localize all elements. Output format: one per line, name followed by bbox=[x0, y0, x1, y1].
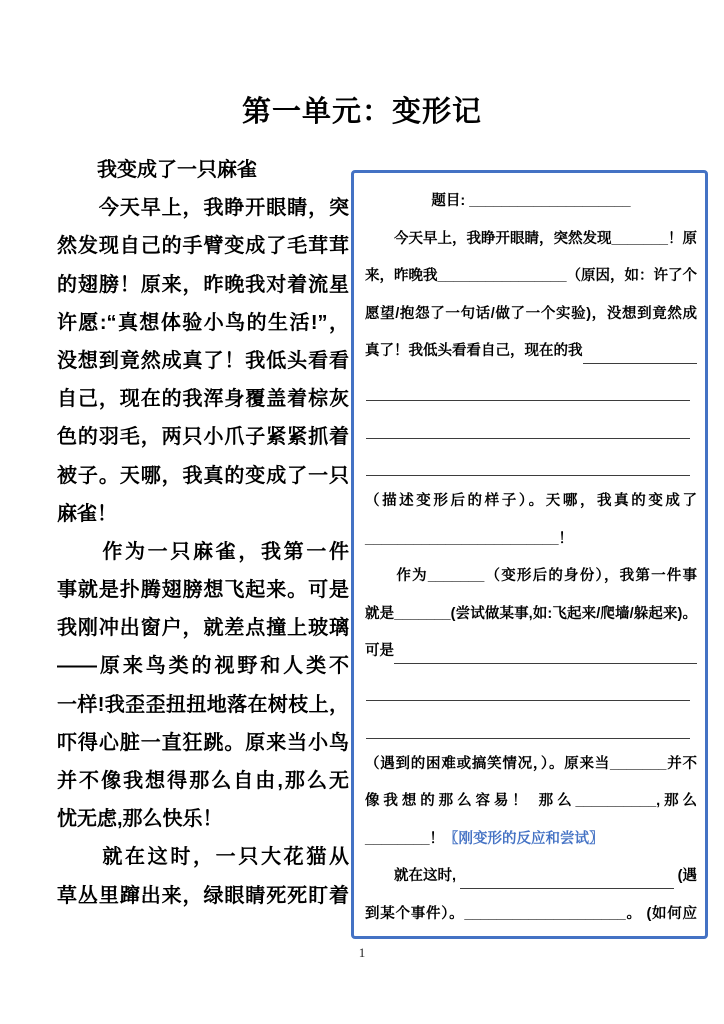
text-segment: 事就是扑腾翅膀想飞起来。可是 bbox=[57, 579, 349, 602]
text-segment: 像我想的那么容易！ 那么__________,那么 bbox=[365, 793, 697, 809]
text-segment: 愿望/抱怨了一句话/做了一个实验)，没想到竟然成 bbox=[365, 305, 697, 322]
text-segment: 今天早上，我睁开眼睛，突 bbox=[57, 197, 349, 220]
text-segment: 就在这时，一只大花猫从 bbox=[57, 846, 349, 869]
text-segment: 然发现自己的手臂变成了毛茸茸 bbox=[57, 235, 349, 258]
text-line bbox=[365, 183, 697, 221]
text-segment: 被子。天哪，我真的变成了一只 bbox=[57, 464, 349, 487]
text-line bbox=[57, 800, 349, 838]
page-title: 第一单元：变形记 bbox=[241, 96, 482, 128]
text-segment: 今天早上，我睁开眼睛，突然发现_______！原 bbox=[365, 230, 697, 247]
text-line bbox=[365, 221, 697, 259]
text-segment: 来，昨晚我________________（原因，如：许了个 bbox=[365, 268, 698, 284]
text-line bbox=[57, 189, 349, 227]
blank-fill bbox=[394, 633, 697, 671]
text-segment: 作为_______（变形后的身份），我第一件事 bbox=[365, 568, 697, 584]
text-line bbox=[365, 483, 697, 521]
text-segment: 真了！我低头看看自己，现在的我 bbox=[365, 343, 583, 359]
text-line-with-blank bbox=[365, 633, 697, 671]
worksheet-box bbox=[351, 170, 708, 939]
text-segment: 可是 bbox=[365, 643, 394, 659]
text-segment: 许愿:“真想体验小鸟的生活!”， bbox=[57, 311, 349, 334]
text-line bbox=[57, 533, 349, 571]
text-line bbox=[365, 783, 697, 821]
text-segment: 就在这时, bbox=[365, 868, 461, 884]
blank-rule-line bbox=[365, 671, 697, 709]
text-segment: 自己，现在的我浑身覆盖着棕灰 bbox=[57, 388, 349, 411]
text-line bbox=[57, 495, 349, 533]
text-segment: (遇 bbox=[673, 868, 697, 884]
text-line bbox=[57, 227, 349, 265]
text-line bbox=[57, 151, 349, 189]
text-segment: 忧无虑,那么快乐！ bbox=[57, 808, 223, 831]
blank-rule-line bbox=[365, 371, 697, 409]
text-segment: 色的羽毛，两只小爪子紧紧抓着 bbox=[57, 426, 349, 449]
page-number: 1 bbox=[358, 945, 366, 960]
text-segment: 到某个事件）。____________________。 (如何应 bbox=[365, 905, 697, 922]
text-segment: ________！ bbox=[365, 830, 445, 847]
blank-rule-line bbox=[365, 446, 697, 484]
text-line bbox=[57, 571, 349, 609]
text-line bbox=[57, 457, 349, 495]
text-line bbox=[57, 724, 349, 762]
text-line bbox=[57, 647, 349, 685]
text-line bbox=[365, 296, 697, 334]
text-segment: 没想到竟然成真了！我低头看看 bbox=[57, 349, 349, 372]
text-line bbox=[57, 304, 349, 342]
blank-fill bbox=[460, 858, 674, 896]
text-segment: 题目: ____________________ bbox=[431, 193, 631, 209]
text-line bbox=[57, 342, 349, 380]
blank-rule-line bbox=[365, 408, 697, 446]
text-segment: 我刚冲出窗户，就差点撞上玻璃 bbox=[57, 617, 349, 640]
blank-fill bbox=[583, 333, 698, 371]
text-line bbox=[57, 686, 349, 724]
text-segment: 草丛里蹿出来，绿眼睛死死盯着 bbox=[57, 884, 349, 907]
text-segment: 麻雀！ bbox=[57, 502, 117, 525]
text-line bbox=[57, 266, 349, 304]
text-segment: ________________________！ bbox=[365, 530, 574, 547]
text-line bbox=[365, 258, 697, 296]
text-line bbox=[365, 521, 697, 559]
text-segment: 我变成了一只麻雀 bbox=[57, 159, 257, 181]
text-line bbox=[365, 596, 697, 634]
text-segment: 一样!我歪歪扭扭地落在树枝上， bbox=[57, 693, 349, 716]
text-line bbox=[57, 762, 349, 800]
text-segment: ——原来鸟类的视野和人类不 bbox=[57, 655, 349, 678]
text-line-with-blank bbox=[365, 333, 697, 371]
text-line bbox=[365, 558, 697, 596]
text-line bbox=[57, 380, 349, 418]
text-line bbox=[57, 418, 349, 456]
text-segment: 就是_______(尝试做某事,如:飞起来/爬墙/躲起来)。 bbox=[365, 605, 697, 622]
text-segment: 的翅膀！原来，昨晚我对着流星 bbox=[57, 273, 349, 296]
text-line bbox=[365, 896, 697, 934]
text-segment: （描述变形后的样子）。天哪，我真的变成了 bbox=[365, 493, 697, 509]
blue-note: 〖刚变形的反应和尝试〗 bbox=[444, 830, 604, 847]
text-segment: 吓得心脏一直狂跳。原来当小鸟 bbox=[57, 731, 349, 754]
essay-column bbox=[57, 151, 349, 915]
text-line-with-blank bbox=[365, 858, 697, 896]
text-line bbox=[57, 838, 349, 876]
text-line bbox=[57, 609, 349, 647]
blank-rule-line bbox=[365, 708, 697, 746]
text-line bbox=[365, 746, 697, 784]
text-segment: 并不像我想得那么自由,那么无 bbox=[57, 770, 349, 792]
text-segment: （遇到的困难或搞笑情况，）。原来当_______并不 bbox=[365, 755, 697, 772]
text-line bbox=[57, 877, 349, 915]
text-segment: 作为一只麻雀，我第一件 bbox=[57, 540, 349, 563]
text-line bbox=[365, 821, 697, 859]
